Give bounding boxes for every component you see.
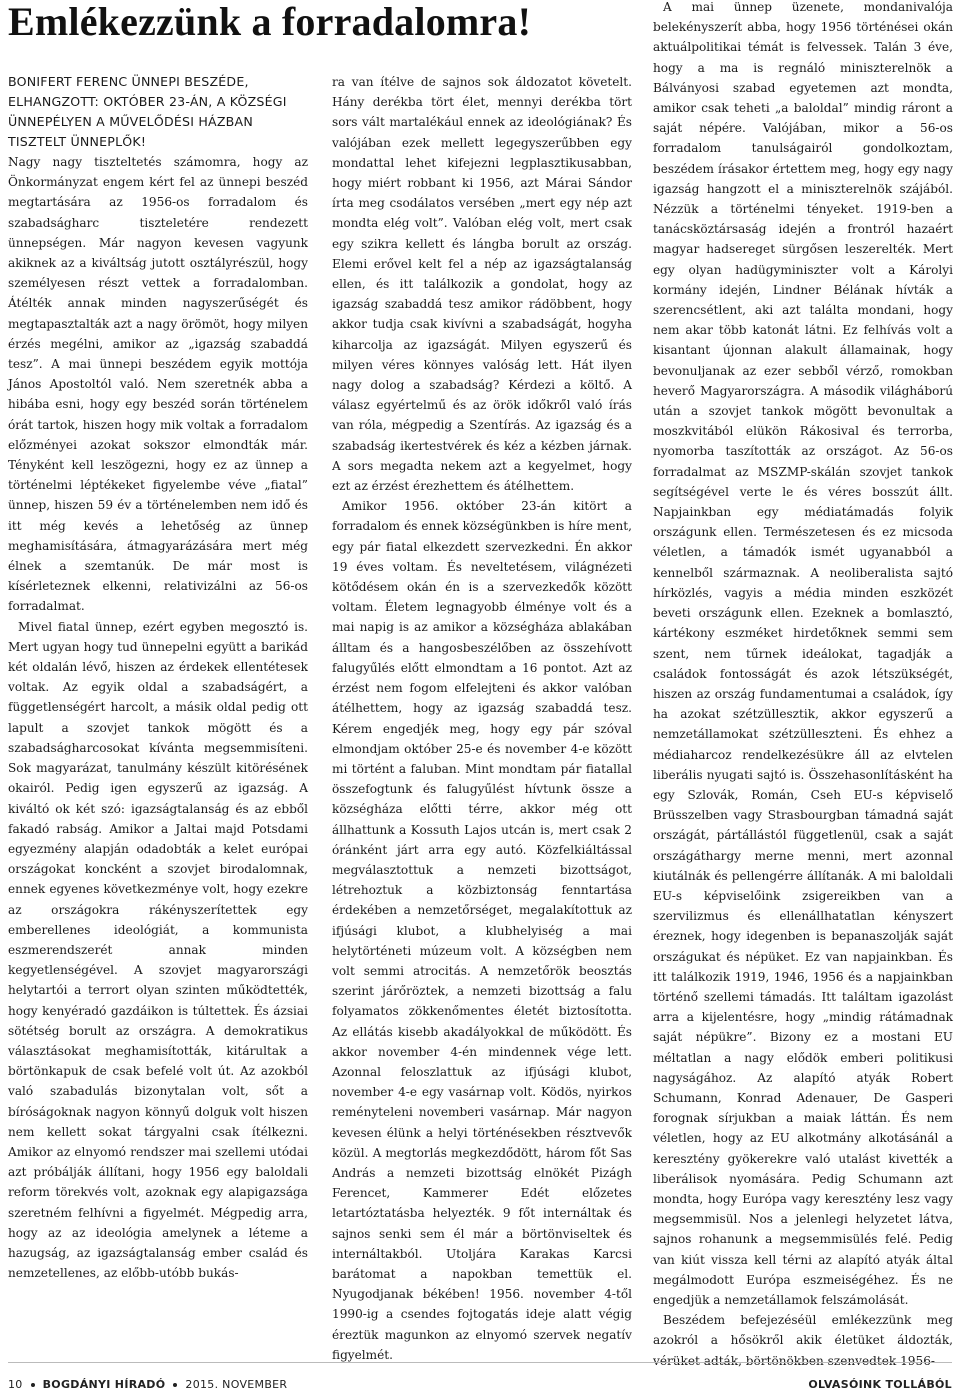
section-name: OLVASÓINK TOLLÁBÓL <box>808 1378 952 1391</box>
page-footer <box>8 1378 952 1394</box>
headline: Emlékezzünk a forradalomra! <box>8 0 532 44</box>
paragraph: A mai ünnep üzenete, mondanivalója belekényszerít abba, hogy 1956 történései okán aktuálpolitikai témát is felvessek. Talán 3 éve, hogy a ma is regnáló miniszterelnök a Bálványosi szabad egyetemen azt mondta, amikor csak teheti „a baloldal” mindig ráront a saját népére. Valójában, mikor a 56-os forradalom tanulságairól gondolkoztam, beszédem írásakor értettem meg, hogy egy nagy igazság hangzott el a miniszterelnök szájából. Nézzük a történelmi tényeket. 1919-ben a tanácsköztársaság idején a frontról hazaért magyar hadsereget sürgősen leszerelték. Mert egy olyan hadügyminiszter volt a Károlyi kormány idején, Lindner Bélának hívták a szerencsétlent, aki azt találta mondani, hogy nem akar több katonát látni. Ez felhívás volt a kisantant újonnan alakult államainak, hogy bevonuljanak az ezer sebből vérző, romokban heverő Magyarországra. A második világháború után a szovjet tankok mögött bevonultak a moszkvitából elükön Rákosival és terrorba, nyomorba taszították az országot. Az 56-os forradalmat az MSZMP-skálán szovjet tankok segítségével verte le és véres bosszút állt. Napjainkban egy médiatámadás folyik országunk ellen. Természetesen és ez micsoda véletlen, a támadók ismét ugyanabból a kennelből származnak. A neoliberalista sajtó hírközlés, vagyis a média minden eszközét beveti országunk ellen. Ezeknek a bomlasztó, kártékony eszméket hirdetőknek semmi sem szent, nem tűrnek ideálokat, tagadják a családok fontosságát és azok létszükségét, hiszen az ország fundamentumai a családok, így ha azokat szétzüllesztik, akkor egyszerű a nemzetállamokat szétzülleszteni. És ehhez a médiaharcoz rendelkezésükre áll az elvtelen liberális nyugati sajtó is. Összehasonlításként ha egy Szlovák, Román, Cseh EU-s képviselő Brüsszelben vagy Strasbourgban támadná saját országát, pártállástól függetlenül, csak a saját országáthargy merne menni, mert azonnal kiutálnák és pellengérre állítanák. A mi baloldali EU-s képviselőink zsigereikben van a szervilizmus és ellenállhatatlan kényszert éreznek, hogy idegenben is bepanaszolják saját országukat és népüket. Ez van napjainkban. És itt találkozik 1919, 1946, 1956 és a napjainkban történő szellemi támadás. Itt találtam igazolást arra a kijelentésre, hogy „mindig rátámadnak saját népükre”. Bizony ez a mostani EU méltatlan a nagy előd​ök emberi politikusi nagyságához. Az alapító atyák Robert Schumann, Konrad Adenauer, De Gasperi forognak sírjukban a maiak láttán. És nem véletlen, hogy az EU alkotmány alkotásánál a keresztény gyökerekre való utalást kivették a liberálisok nyomására. Pedig Schumann azt mondta, hogy Európa vagy keresztény lesz vagy megsemmisül. Nos a jelenlegi helyzetet látva, sajnos rohanunk a megsemmisülés felé. Pedig van kiút vissza kell térni az alapító atyák által megálmodott Európa eszmeiségéhez. És ne engedjük a nemzetállamok felszámolását. <box>653 0 953 1307</box>
paragraph: Amikor 1956. október 23-án kitört a forradalom és ennek községünkben is híre ment, egy pár fiatal elkezdett szervezkedni. Én akkor 19 éves voltam. És neveltetésem, világnézeti kötődésem okán én is a szervezkedők között voltam. Életem legnagyobb élménye volt és a mai napig is az amikor a községháza ablakában álltam és a hangosbeszélőben az összehívott falugyűlés előtt elmondtam a 16 pontot. Azt az érzést nem fogom elfelejteni és akkor valóban átélhettem, hogy az igazság szabaddá tesz. Kérem engedjék meg, hogy egy pár szóval elmondjam október 25-e és november 4-e között mi történt a faluban. Mint mondtam pár fiatallal összefogtunk és falugyűlést hívtunk össze a községháza előtti térre, akkor még ott állhattunk a Kossuth Lajos utcán is, mert csak 2 óránként járt arra egy autó. Közfelkiáltással megválasztottuk a nemzeti bizottságot, létrehoztuk a közbiztonság fenntartása érdekében a nemzetőrséget, megalakítottuk az ifjúsági klubot, a klubhelyiség a mai helytörténeti múzeum volt. A községben nem volt semmi atrocitás. A nemzetőrök beosztás szerint járőröztek, a nemzeti bizottság a falu folyamatos zökkenőmentes életét biztosította. Az ellátás kisebb akadályokkal de működött. És akkor november 4-én mindennek vége lett. Azonnal feloszlattuk az ifjúsági klubot, november 4-e egy vasárnap volt. Ködös, nyirkos reményteleni novemberi vasárnap. Már nagyon kevesen élünk a helyi történésekben résztvevők közül. A megtorlás megkezdődött, három főt Sas András a nemzeti bizottság elnökét Pizágh Ferencet, Kammerer Edét előzetes letartóztatásba helyezték. 9 főt internáltak és sajnos senki sem él már a börtönviseltek és internáltakból. Utoljára Karakas Karcsi barátomat a napokban temettük el. Nyugodjanak békében! 1956. november 4-től 1990-ig a csendes fojtogatás ideje alatt végig éreztük magunkon az elnyomó szervek negatív figyelmét. <box>332 499 632 1362</box>
article-column-2 <box>332 72 632 1365</box>
footer-left <box>8 1378 287 1391</box>
paragraph: Nagy nagy tiszteltetés számomra, hogy az Önkormányzat engem kért fel az ünnepi beszéd megtartására az 1956-os forradalom és szabadságharc tiszteletére rendezett ünnepségen. Már nagyon kevesen vagyunk akiknek az a kiváltság jutott osztályrészül, hogy személyesen részt vettek a forradalomban. Átélték annak minden nagyszerűségét és megtapasztalták azt a nagy örömöt, hogy milyen érzés megélni, amikor az „igazság szabaddá tesz”. A mai ünnepi beszédem egyik mottója János Apostoltól való. Nem szeretnék abba a hibába esni, hogy egy beszéd során történelem órát tartok, hiszen hogy mik voltak a forradalom előzményei azokat sokszor elmondták már. Tényként kell leszögezni, hogy ez az ünnep a történelmi léptékeket figyelembe véve „fiatal” ünnep, hiszen 59 év a történelemben nem idő és itt még kevés a lehetőség az ünnep meghamisítására, átmagyarázására mert még élnek a szemtanúk. De már most is kísérleteznek elkenni, relativizálni az 56-os forradalmat. <box>8 155 308 614</box>
paragraph: Mivel fiatal ünnep, ezért egyben megosztó is. Mert ugyan hogy tud ünnepelni együtt a barikád két oldalán lévő, hiszen az érdekek ellentétesek voltak. Az egyik oldal a szabadságért, a függetlenségért harcolt, a másik oldal pedig ott lapult a szovjet tankok mögött és a szabadságharcosokat kívánta megsemmisíteni. Sok magyarázat, tanulmány készült kitörésének okairól. Pedig igen egyszerű az igazság. A kiváltó ok két szó: igazságtalanság és az ebből fakadó rabság. Amikor a Jaltai majd Potsdami egyezmény alapján odadobták a kelet európai országokat koncként a szovjet birodalomnak, ennek egyenes következménye volt, hogy ezekre az országokra rákényszerítettek egy emberellenes ideológiát, a kommunista eszmerendszerét annak minden kegyetlenségével. A szovjet magyarországi helytartói a terrort olyan szinten működtették, hogy kenyéradó gazdáikon is túltettek. És ázsiai sötétség borult az országra. A demokratikus választásokat meghamisították, kitárultak a börtönkapuk de csak befelé volt út. Az azokból való szabadulás bizonytalan volt, sőt a bíróságoknak nagyon könnyű dolguk volt hiszen nem kellett sokat tárgyalni csak ítélkezni. Amikor az elnyomó rendszer mai szellemi utódai azt próbálják állítani, hogy 1956 egy baloldali reform törekvés volt, azoknak egy alapigazsága szeretném felhívni a figyelmét. Mégpedig arra, hogy az az ideológia amelynek a léteme a hazugság, az igazságtalanság ember család és nemzetellenes, az előbb-utóbb bukás- <box>8 619 308 1281</box>
paragraph: ra van ítélve de sajnos sok áldozatot követelt. Hány derékba tört élet, mennyi derékba tört sors vált martalékául ennek az ideológiának? És valójában ezek mellett legegyszerűbben egy mondattal lehet kifejezni legplasztikusabban, hogy miért robbant ki 1956, azt Márai Sándor írta meg csodálatos versében „mert egy nép azt mondta elég volt”. Valóban elég volt, mert csak egy szikra kellett és lángba borult az ország. Elemi erővel kelt fel a nép az igazságtalanság ellen, és itt találkozik a gondolat, hogy az igazság szabaddá tesz amikor rádöbbent, hogy akkor tudja csak kivívni a szabadságát, hogyha kiharcolja az igazságát. Milyen egyszerű és milyen véres könnyes valóság lett. Hát ilyen nagy dolog a szabadság? Kérdezi a költő. A válasz egyértelmű és az örök időkről való írás van róla, mégpedig a Szentírás. Az igazság és a szabadság ikertestvérek és kéz a kézben járnak. A sors megadta nekem azt a kegyelmet, hogy ezt az érzést érezhettem és átélhettem. <box>332 75 632 494</box>
article-column-1 <box>8 72 308 1283</box>
salutation: TISZTELT ÜNNEPLŐK! <box>8 134 147 149</box>
issue-date: 2015. NOVEMBER <box>185 1378 288 1391</box>
footer-divider <box>8 1362 952 1363</box>
publication-name: BOGDÁNYI HÍRADÓ <box>42 1378 166 1391</box>
bullet-icon <box>173 1383 177 1387</box>
paragraph: Beszédem befejezéséül emlékezzünk meg azokról a hősökről akik életüket áldozták, vérüket adták, börtönökben szenvedtek 1956- <box>653 1313 953 1368</box>
page-number: 10 <box>8 1378 23 1391</box>
article-subhead: BONIFERT FERENC ÜNNEPI BESZÉDE, ELHANGZOTT: OKTÓBER 23-ÁN, A KÖZSÉGI ÜNNEPÉLYEN A MŰVELŐDÉSI HÁZBAN <box>8 74 287 129</box>
bullet-icon <box>31 1383 35 1387</box>
article-column-3 <box>653 0 953 1371</box>
